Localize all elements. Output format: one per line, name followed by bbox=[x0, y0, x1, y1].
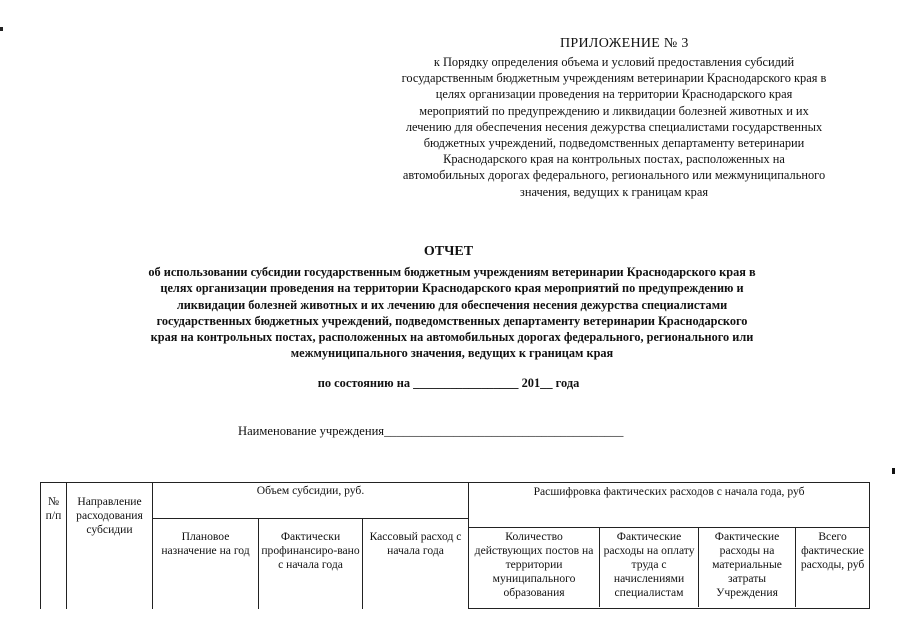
appendix-line: государственным бюджетным учреждениям ветеринарии Краснодарского края в bbox=[401, 71, 827, 86]
header-direction: Направление расходования субсидии bbox=[67, 483, 153, 609]
appendix-line: к Порядку определения объема и условий предоставления субсидий bbox=[433, 55, 795, 69]
report-subtitle-line: целях организации проведения на территории Краснодарского края мероприятий по предупреждению и bbox=[160, 281, 744, 296]
scan-artifact-right bbox=[892, 468, 895, 474]
report-title: ОТЧЕТ bbox=[423, 244, 474, 259]
appendix-line: автомобильных дорогах федерального, регионального или межмуниципального bbox=[402, 168, 826, 183]
report-date-line: по состоянию на _________________ 201__ года bbox=[317, 376, 580, 390]
institution-name-line: Наименование учреждения______________________________________ bbox=[238, 424, 624, 438]
report-subtitle-line: ликвидации болезней животных и их лечению для обеспечения несения дежурства специалистами bbox=[176, 297, 728, 312]
header-number: № п/п bbox=[41, 483, 67, 609]
appendix-text bbox=[360, 54, 868, 200]
header-cash-expense: Кассовый расход с начала года bbox=[363, 519, 469, 609]
appendix-title: ПРИЛОЖЕНИЕ № 3 bbox=[560, 36, 689, 51]
report-subtitle bbox=[86, 264, 818, 362]
appendix-line: мероприятий по предупреждению и ликвидации болезней животных и их bbox=[419, 103, 809, 118]
appendix-line: бюджетных учреждений, подведомственных департаменту ветеринарии bbox=[423, 136, 805, 151]
header-breakdown-title: Расшифровка фактических расходов с начала года, руб bbox=[469, 483, 869, 528]
header-total-expenses: Всего фактические расходы, руб bbox=[800, 530, 865, 571]
scan-artifact-left bbox=[0, 27, 3, 31]
header-posts-count: Количество действующих постов на территории муниципального образования bbox=[469, 528, 600, 607]
header-breakdown bbox=[469, 483, 870, 609]
header-planned: Плановое назначение на год bbox=[153, 519, 259, 609]
report-subtitle-line: края на контрольных постах, расположенных на автомобильных дорогах федерального, регионального или bbox=[150, 330, 754, 345]
header-material-expenses: Фактические расходы на материальные затраты Учреждения bbox=[699, 528, 796, 607]
report-subtitle-line: об использовании субсидии государственным бюджетным учреждениям ветеринарии Краснодарского края в bbox=[148, 265, 756, 279]
appendix-line: целях организации проведения на территории Краснодарского края bbox=[435, 87, 793, 102]
header-financed: Фактически профинансиро-вано с начала года bbox=[259, 519, 363, 609]
header-breakdown-columns bbox=[469, 528, 869, 607]
subsidy-report-table bbox=[40, 482, 870, 609]
header-salary-expenses: Фактические расходы на оплату труда с начислениями специалистам bbox=[600, 528, 699, 607]
report-subtitle-line: государственных бюджетных учреждений, подведомственных департаменту ветеринарии Краснодарского bbox=[156, 313, 748, 328]
appendix-line: Краснодарского края на контрольных постах, расположенных на bbox=[443, 152, 785, 167]
header-subsidy-volume: Объем субсидии, руб. bbox=[153, 483, 469, 519]
report-subtitle-line: межмуниципального значения, ведущих к границам края bbox=[290, 346, 614, 361]
appendix-line: лечению для обеспечения несения дежурства специалистами государственных bbox=[405, 119, 823, 134]
appendix-line: значения, ведущих к границам края bbox=[519, 184, 709, 199]
